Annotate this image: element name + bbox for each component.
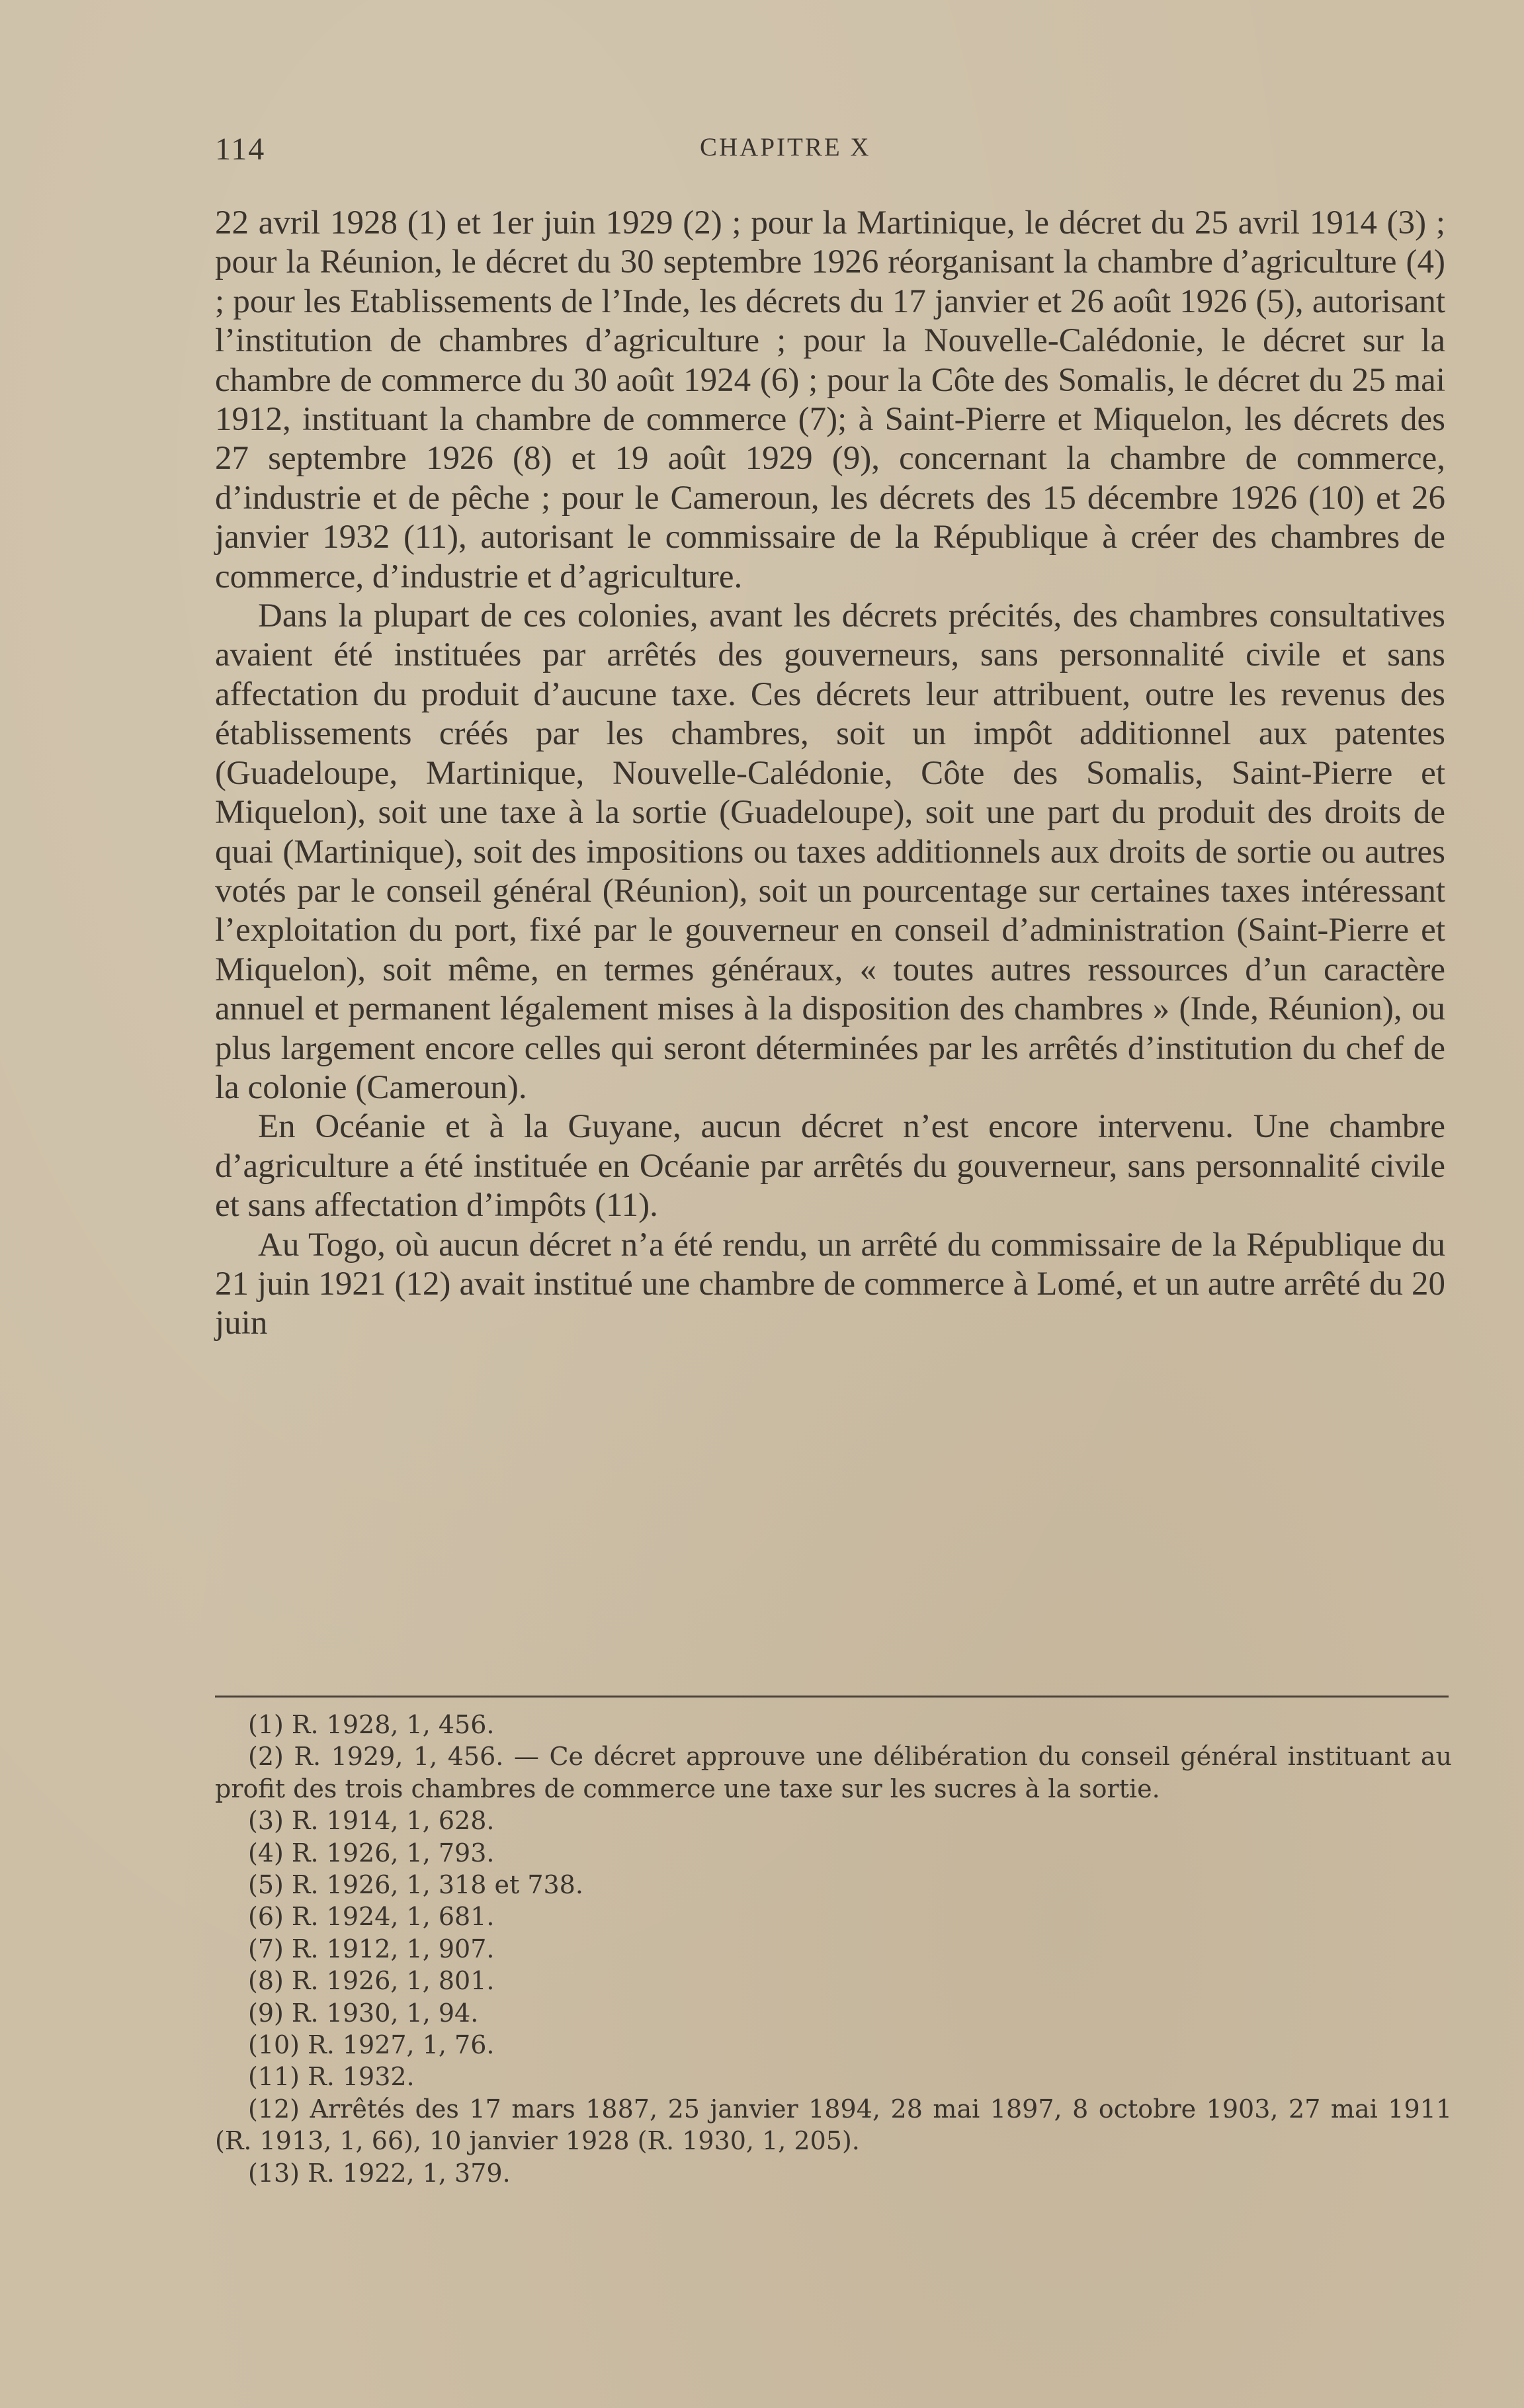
- footnote: (8) R. 1926, 1, 801.: [248, 1966, 495, 1996]
- footnote: (3) R. 1914, 1, 628.: [248, 1806, 495, 1836]
- footnote: (12) Arrêtés des 17 mars 1887, 25 janvier 1894, 28 mai 1897, 8 octobre 1903, 27 mai 1911 (R. 1913, 1, 66), 10 janvier 1928 (R. 1930, 1, 205).: [215, 2094, 1452, 2156]
- paragraph: Au Togo, où aucun décret n’a été rendu, un arrêté du commissaire de la République du 21 juin 1921 (12) avait institué une chambre de commerce à Lomé, et un autre arrêté du 20 juin: [215, 1226, 1445, 1342]
- footnote: (11) R. 1932.: [248, 2062, 415, 2092]
- footnotes: [215, 1709, 1452, 2189]
- footnote: (10) R. 1927, 1, 76.: [248, 2030, 495, 2060]
- footnote: (2) R. 1929, 1, 456. — Ce décret approuve une délibération du conseil général instituant au profit des trois chambres de commerce une taxe sur les sucres à la sortie.: [215, 1742, 1452, 1803]
- footnote-separator: [215, 1696, 1449, 1698]
- paragraph-continued: 22 avril 1928 (1) et 1er juin 1929 (2) ; pour la Martinique, le décret du 25 avril 1914 (3) ; pour la Réunion, le décret du 30 septembre 1926 réorganisant la chambre d’agriculture (4) ; pour les Etablissements de l’Inde, les décrets du 17 janvier et 26 août 1926 (5), autorisant l’institution de chambres d’agriculture ; pour la Nouvelle-Calédonie, le décret sur la chambre de commerce du 30 août 1924 (6) ; pour la Côte des Somalis, le décret du 25 mai 1912, instituant la chambre de commerce (7); à Saint-Pierre et Miquelon, les décrets des 27 septembre 1926 (8) et 19 août 1929 (9), concernant la chambre de commerce, d’industrie et de pêche ; pour le Cameroun, les décrets des 15 décembre 1926 (10) et 26 janvier 1932 (11), autorisant le commissaire de la République à créer des chambres de commerce, d’industrie et d’agriculture.: [215, 204, 1445, 595]
- page-number: 114: [215, 132, 266, 167]
- footnote: (5) R. 1926, 1, 318 et 738.: [248, 1870, 583, 1900]
- paragraph: En Océanie et à la Guyane, aucun décret n’est encore intervenu. Une chambre d’agriculture a été instituée en Océanie par arrêtés du gouverneur, sans personnalité civile et sans affectation d’impôts (11).: [215, 1108, 1445, 1225]
- running-header: [215, 131, 1438, 171]
- footnote: (13) R. 1922, 1, 379.: [248, 2158, 511, 2188]
- footnote: (9) R. 1930, 1, 94.: [248, 1998, 479, 2028]
- main-text: [215, 204, 1445, 1344]
- footnote: (4) R. 1926, 1, 793.: [248, 1838, 495, 1868]
- footnote: (1) R. 1928, 1, 456.: [248, 1710, 495, 1739]
- chapter-title: CHAPITRE X: [700, 133, 871, 161]
- footnote: (6) R. 1924, 1, 681.: [248, 1902, 495, 1932]
- paragraph: Dans la plupart de ces colonies, avant les décrets précités, des chambres consultatives avaient été instituées par arrêtés des gouverneurs, sans personnalité civile et sans affectation du produit d’aucune taxe. Ces décrets leur attribuent, outre les revenus des établissements créés par les chambres, soit un impôt additionnel aux patentes (Guadeloupe, Martinique, Nouvelle-Calédonie, Côte des Somalis, Saint-Pierre et Miquelon), soit une taxe à la sortie (Guadeloupe), soit une part du produit des droits de quai (Martinique), soit des impositions ou taxes additionnels aux droits de sortie ou autres votés par le conseil général (Réunion), soit un pourcentage sur certaines taxes intéressant l’exploitation du port, fixé par le gouverneur en conseil d’administration (Saint-Pierre et Miquelon), soit même, en termes généraux, « toutes autres ressources d’un caractère annuel et permanent légalement mises à la disposition des chambres » (Inde, Réunion), ou plus largement encore celles qui seront déterminées par les arrêtés d’institution du chef de la colonie (Cameroun).: [215, 597, 1445, 1106]
- footnote: (7) R. 1912, 1, 907.: [248, 1934, 495, 1963]
